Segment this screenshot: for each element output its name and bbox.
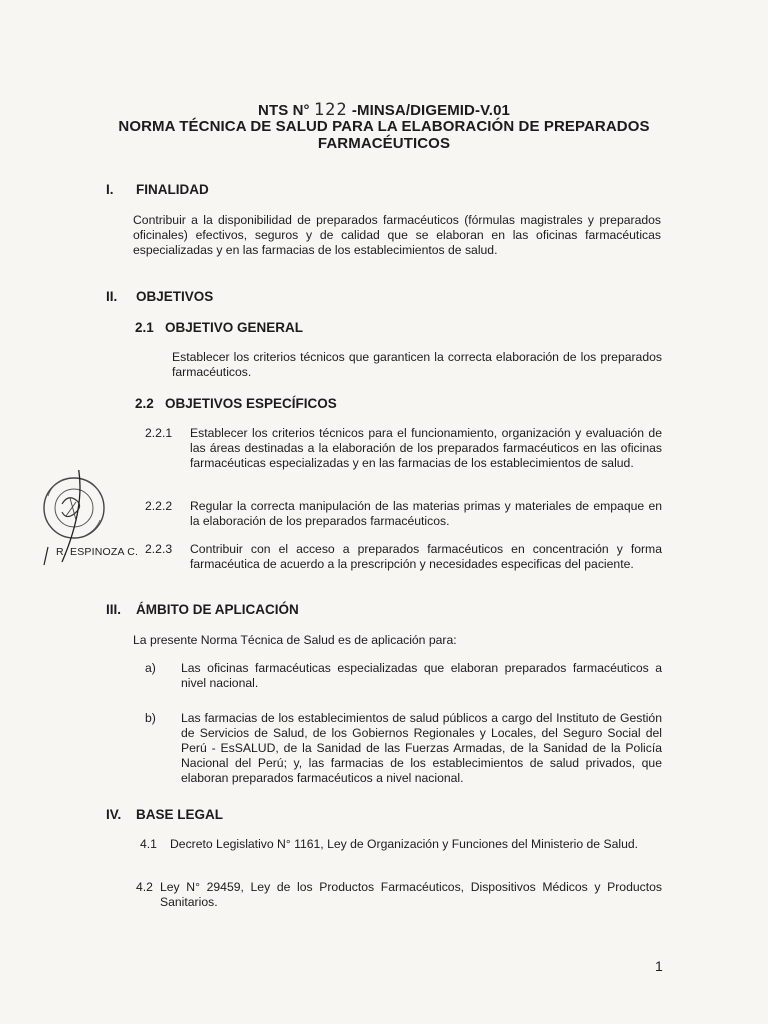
list-item-text: Ley N° 29459, Ley de los Productos Farmacéuticos, Dispositivos Médicos y Productos Sanitarios. [160, 880, 662, 909]
section-heading-ambito [106, 602, 299, 617]
section-number: III. [106, 602, 122, 617]
list-item-label: a) [145, 661, 156, 675]
stamp-name: R. ESPINOZA C. [56, 546, 139, 558]
section-title: OBJETIVOS [136, 289, 214, 304]
section-heading-objetivos [106, 289, 213, 304]
document-code [0, 100, 768, 120]
code-prefix: NTS N° [258, 102, 310, 119]
list-item-text: Establecer los criterios técnicos para el funcionamiento, organización y evaluación de las áreas destinadas a la elaboración de los preparados farmacéuticos en las oficinas farmacéuticas especializadas y en las farmacias de los establecimientos de salud. [190, 426, 662, 470]
section-number: IV. [106, 807, 122, 822]
subsection-title: OBJETIVOS ESPECÍFICOS [165, 396, 337, 411]
list-item-number: 4.2 [136, 880, 153, 894]
section-heading-finalidad [106, 182, 209, 197]
subsection-number: 2.1 [135, 320, 154, 335]
list-item-text: Las oficinas farmacéuticas especializadas que elaboran preparados farmacéuticos a nivel nacional. [181, 661, 662, 690]
subsection-heading-objetivos-especificos [135, 396, 337, 411]
list-item-number: 2.2.1 [145, 426, 173, 440]
list-item-text: Las farmacias de los establecimientos de salud públicos a cargo del Instituto de Gestión de Servicios de Salud, de los Gobiernos Regionales y Locales, del Seguro Social del Perú - EsSALUD, de la Sanidad de las Fuerzas Armadas, de la Sanidad de la Policía Nacional del Perú; y, las farmacias de los establecimientos de salud privados, que elaboran preparados farmacéuticos a nivel nacional. [181, 711, 662, 785]
section-number: II. [106, 289, 118, 304]
list-item-number: 2.2.2 [145, 499, 173, 513]
ambito-intro: La presente Norma Técnica de Salud es de aplicación para: [133, 633, 457, 647]
list-item-number: 2.2.3 [145, 542, 173, 556]
section-title: ÁMBITO DE APLICACIÓN [136, 602, 299, 617]
subsection-title: OBJETIVO GENERAL [165, 320, 304, 335]
section-number: I. [106, 182, 114, 197]
section-title: BASE LEGAL [136, 807, 224, 822]
finalidad-paragraph: Contribuir a la disponibilidad de preparados farmacéuticos (fórmulas magistrales y preparados oficinales) efectivos, seguros y de calidad que se elaboran en las oficinas farmacéuticas especializadas y en las farmacias de los establecimientos de salud. [133, 213, 661, 257]
handwritten-code-number: 122 [313, 100, 348, 120]
section-heading-base-legal [106, 807, 223, 822]
section-title: FINALIDAD [136, 182, 209, 197]
list-item-text: Decreto Legislativo N° 1161, Ley de Organización y Funciones del Ministerio de Salud. [170, 837, 639, 851]
document-title-line2: FARMACÉUTICOS [317, 135, 451, 152]
document-title-line1: NORMA TÉCNICA DE SALUD PARA LA ELABORACIÓN DE PREPARADOS [118, 118, 650, 135]
list-item-number: 4.1 [140, 837, 157, 851]
list-item-text: Contribuir con el acceso a preparados farmacéuticos en concentración y forma farmacéutica de acuerdo a la prescripción y necesidades especificas del paciente. [190, 542, 662, 571]
subsection-number: 2.2 [135, 396, 154, 411]
list-item-label: b) [145, 711, 156, 725]
list-item-text: Regular la correcta manipulación de las materias primas y materiales de empaque en la elaboración de los preparados farmacéuticos. [190, 499, 662, 528]
page-number: 1 [655, 958, 663, 974]
objetivo-general-paragraph: Establecer los criterios técnicos que garanticen la correcta elaboración de los preparados farmacéuticos. [172, 350, 662, 379]
code-suffix: -MINSA/DIGEMID-V.01 [351, 102, 510, 119]
subsection-heading-objetivo-general [135, 320, 303, 335]
